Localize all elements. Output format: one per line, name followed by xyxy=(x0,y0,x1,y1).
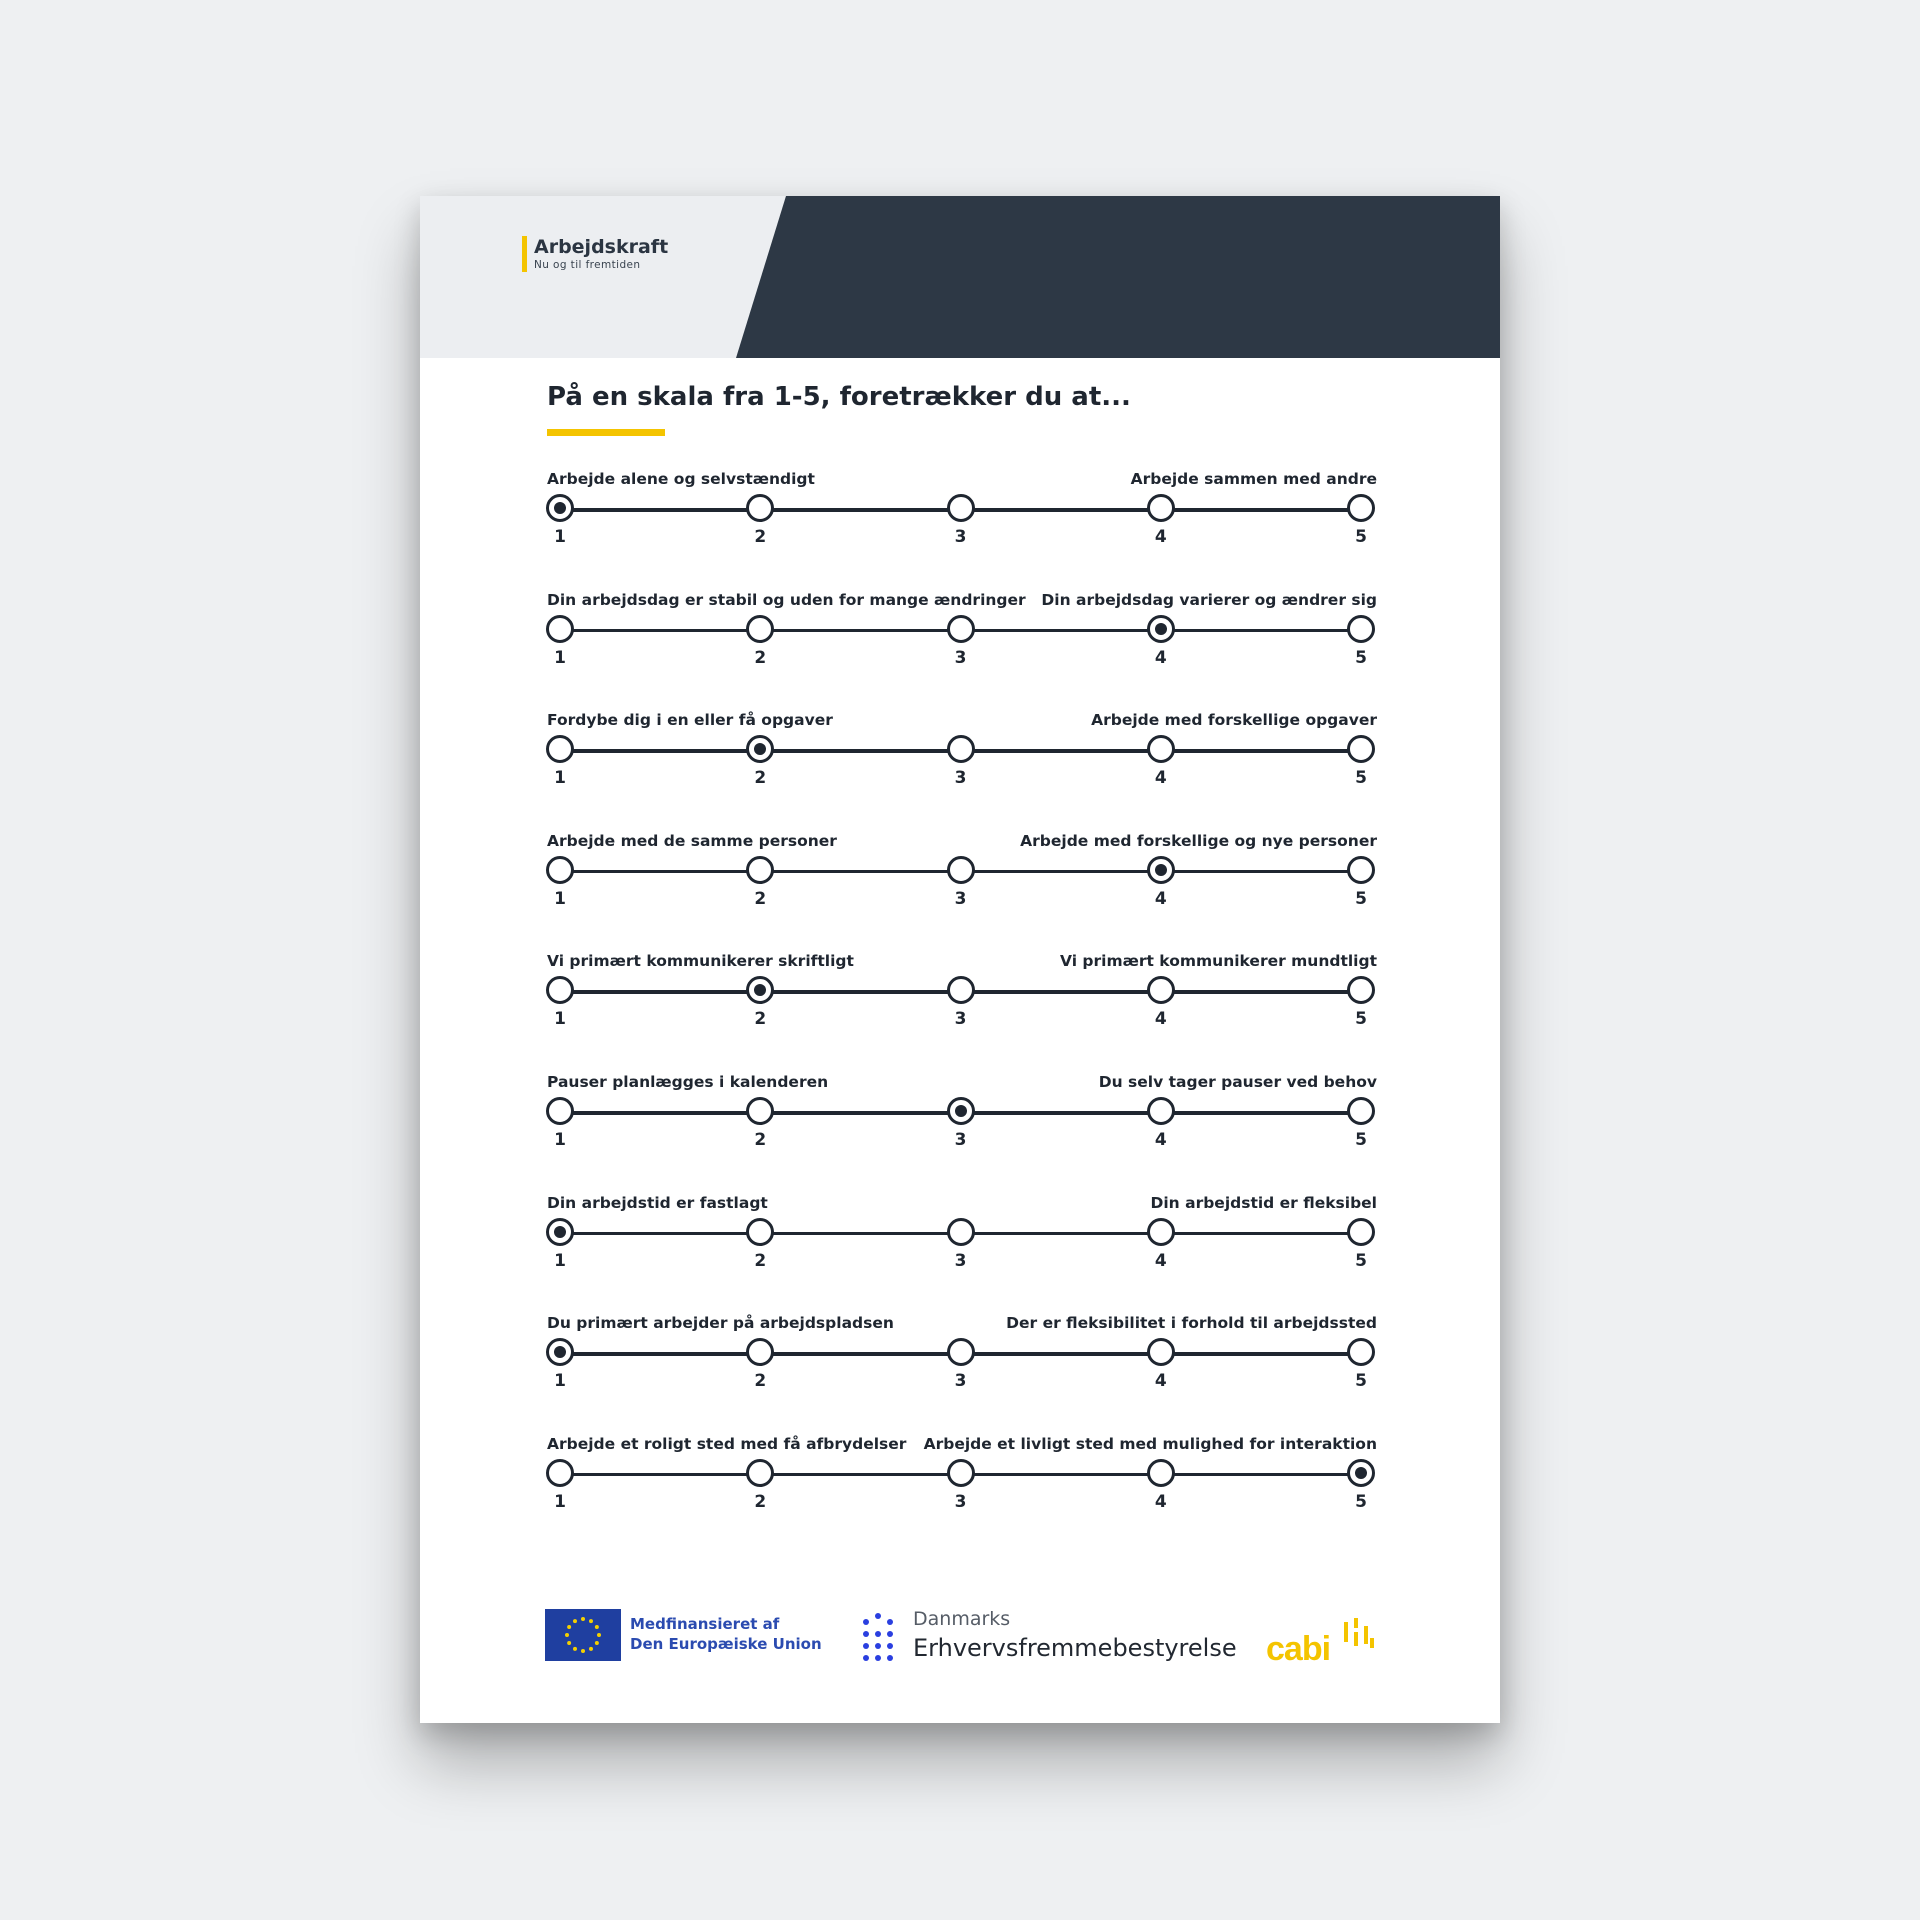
scale-number: 3 xyxy=(954,1009,967,1030)
scale-option-5[interactable] xyxy=(1347,1218,1375,1246)
scale-option-3[interactable] xyxy=(947,1218,975,1246)
page-title: På en skala fra 1-5, foretrækker du at... xyxy=(547,382,1131,412)
eu-star xyxy=(573,1647,577,1651)
scale-option-4[interactable] xyxy=(1147,976,1175,1004)
footer-logos xyxy=(420,1606,1500,1686)
scale-option-5[interactable] xyxy=(1347,856,1375,884)
scale-number: 3 xyxy=(954,1491,967,1512)
scale-number: 3 xyxy=(954,1130,967,1150)
scale-left-label: Arbejde alene og selvstændigt xyxy=(547,470,815,488)
scale-option-4-selected[interactable] xyxy=(1147,615,1175,643)
scale-option-1[interactable] xyxy=(546,976,574,1004)
scale-option-2[interactable] xyxy=(746,615,774,643)
scale-number: 5 xyxy=(1355,1491,1367,1512)
brand-logo xyxy=(522,236,668,272)
eu-cofinanced-text xyxy=(630,1614,822,1654)
scale-left-label: Pauser planlægges i kalenderen xyxy=(547,1073,829,1091)
eu-star xyxy=(581,1617,585,1621)
scale-option-5[interactable] xyxy=(1347,615,1375,643)
scale-right-label: Du selv tager pauser ved behov xyxy=(1098,1073,1377,1091)
scale-option-3[interactable] xyxy=(947,856,975,884)
scale-option-5[interactable] xyxy=(1347,735,1375,763)
eu-star xyxy=(597,1633,601,1637)
cabi-logo xyxy=(1266,1616,1376,1671)
scale-option-3[interactable] xyxy=(947,1459,975,1487)
scale-left-label: Fordybe dig i en eller få opgaver xyxy=(547,711,833,730)
scale-row xyxy=(547,1073,1377,1173)
dk-dots-icon xyxy=(860,1612,896,1664)
scale-number: 4 xyxy=(1154,1371,1167,1392)
eu-flag-icon xyxy=(545,1609,621,1661)
eu-line-2: Den Europæiske Union xyxy=(630,1635,822,1653)
scale-right-label: Din arbejdstid er fleksibel xyxy=(1150,1193,1377,1212)
scale-option-2[interactable] xyxy=(746,1459,774,1487)
scale-number: 1 xyxy=(554,527,566,547)
scale-option-1[interactable] xyxy=(546,1097,574,1125)
scale-right-label: Din arbejdsdag varierer og ændrer sig xyxy=(1041,590,1377,609)
scale-number: 5 xyxy=(1355,768,1367,789)
eu-line-1: Medfinansieret af xyxy=(630,1615,780,1633)
scale-number: 1 xyxy=(554,647,566,668)
scale-number: 4 xyxy=(1154,1009,1167,1030)
scale-number: 2 xyxy=(754,1371,767,1392)
scale-left-label: Vi primært kommunikerer skriftligt xyxy=(547,952,854,971)
scale-row xyxy=(547,1435,1377,1535)
scale-left-label: Din arbejdstid er fastlagt xyxy=(547,1193,768,1212)
scale-number: 4 xyxy=(1154,768,1167,789)
scale-option-2[interactable] xyxy=(746,856,774,884)
scale-right-label: Arbejde med forskellige og nye personer xyxy=(1020,831,1377,850)
scale-option-1-selected[interactable] xyxy=(546,1338,574,1366)
scale-option-4[interactable] xyxy=(1147,1097,1175,1125)
scale-right-label: Arbejde et livligt sted med mulighed for interaktion xyxy=(923,1434,1377,1453)
eu-star xyxy=(565,1633,569,1637)
scale-left-label: Arbejde et roligt sted med få afbrydelser xyxy=(547,1434,907,1453)
scale-number: 2 xyxy=(754,1491,767,1512)
scale-option-5[interactable] xyxy=(1347,1097,1375,1125)
scale-number: 5 xyxy=(1355,1250,1367,1271)
scale-number: 2 xyxy=(754,768,767,789)
scale-row xyxy=(547,591,1377,691)
scale-number: 3 xyxy=(954,768,967,789)
scale-option-5[interactable] xyxy=(1347,1338,1375,1366)
scale-number: 5 xyxy=(1355,888,1367,909)
scale-number: 1 xyxy=(554,1371,566,1392)
scale-row xyxy=(547,470,1377,570)
scale-option-1-selected[interactable] xyxy=(546,494,574,522)
scale-number: 4 xyxy=(1154,888,1167,909)
title-underline xyxy=(547,429,665,436)
scale-number: 1 xyxy=(554,1130,566,1150)
eu-star xyxy=(567,1641,571,1645)
scale-option-4[interactable] xyxy=(1147,1338,1175,1366)
scale-option-3[interactable] xyxy=(947,615,975,643)
scale-row xyxy=(547,952,1377,1052)
scale-number: 2 xyxy=(754,888,767,909)
scale-option-1[interactable] xyxy=(546,1459,574,1487)
scale-number: 3 xyxy=(954,647,967,668)
scale-number: 3 xyxy=(954,527,967,547)
eu-star xyxy=(589,1619,593,1623)
scale-option-5[interactable] xyxy=(1347,494,1375,522)
scale-option-3[interactable] xyxy=(947,1338,975,1366)
scale-number: 4 xyxy=(1154,1130,1167,1150)
scale-number: 2 xyxy=(754,1130,767,1150)
survey-sheet xyxy=(420,196,1500,1723)
scale-number: 5 xyxy=(1355,527,1367,547)
scale-right-label: Der er fleksibilitet i forhold til arbejdssted xyxy=(1006,1314,1377,1333)
brand-name: Arbejdskraft xyxy=(534,236,669,258)
eu-star xyxy=(595,1641,599,1645)
scale-number: 3 xyxy=(954,1371,967,1392)
scale-row xyxy=(547,1314,1377,1414)
scale-row xyxy=(547,1194,1377,1294)
scale-number: 1 xyxy=(554,1491,566,1512)
dk-line-2: Erhvervsfremmebestyrelse xyxy=(913,1634,1237,1662)
scale-number: 2 xyxy=(754,1250,767,1271)
scale-option-1[interactable] xyxy=(546,735,574,763)
scale-number: 1 xyxy=(554,768,566,789)
scale-option-4[interactable] xyxy=(1147,1459,1175,1487)
scale-option-3[interactable] xyxy=(947,494,975,522)
scale-left-label: Arbejde med de samme personer xyxy=(547,831,837,850)
scale-option-4[interactable] xyxy=(1147,735,1175,763)
header-dark-band xyxy=(420,196,1500,358)
eu-star xyxy=(573,1619,577,1623)
eu-star xyxy=(595,1625,599,1629)
scale-number: 4 xyxy=(1154,1491,1167,1512)
scale-option-2[interactable] xyxy=(746,1218,774,1246)
scale-number: 2 xyxy=(754,647,767,668)
scale-option-4[interactable] xyxy=(1147,1218,1175,1246)
scale-number: 1 xyxy=(554,1250,566,1271)
scale-number: 5 xyxy=(1355,1009,1367,1030)
scale-row xyxy=(547,832,1377,932)
scale-option-5-selected[interactable] xyxy=(1347,1459,1375,1487)
scale-number: 2 xyxy=(754,1009,767,1030)
scale-number: 3 xyxy=(954,888,967,909)
scale-option-3[interactable] xyxy=(947,976,975,1004)
scale-right-label: Arbejde med forskellige opgaver xyxy=(1091,711,1377,730)
scale-number: 5 xyxy=(1355,1130,1367,1150)
svg-text:cabi: cabi xyxy=(1266,1630,1331,1668)
scale-number: 5 xyxy=(1355,647,1367,668)
scale-right-label: Vi primært kommunikerer mundtligt xyxy=(1059,952,1377,971)
scale-option-2[interactable] xyxy=(746,1338,774,1366)
scale-number: 4 xyxy=(1154,527,1167,547)
brand-tagline: Nu og til fremtiden xyxy=(534,259,641,271)
scale-number: 4 xyxy=(1154,1250,1167,1271)
scale-option-4-selected[interactable] xyxy=(1147,856,1175,884)
scale-option-1[interactable] xyxy=(546,615,574,643)
scale-option-3-selected[interactable] xyxy=(947,1097,975,1125)
scale-option-2-selected[interactable] xyxy=(746,976,774,1004)
scale-left-label: Din arbejdsdag er stabil og uden for mange ændringer xyxy=(547,590,1026,609)
scale-option-5[interactable] xyxy=(1347,976,1375,1004)
scale-number: 1 xyxy=(554,1009,566,1030)
scale-option-3[interactable] xyxy=(947,735,975,763)
scale-right-label: Arbejde sammen med andre xyxy=(1130,470,1377,488)
scale-number: 1 xyxy=(554,888,566,909)
scale-number: 3 xyxy=(954,1250,967,1271)
scale-option-2[interactable] xyxy=(746,1097,774,1125)
eu-star xyxy=(589,1647,593,1651)
scale-number: 4 xyxy=(1154,647,1167,668)
scale-option-1[interactable] xyxy=(546,856,574,884)
scale-option-2-selected[interactable] xyxy=(746,735,774,763)
eu-star xyxy=(581,1649,585,1653)
scale-option-1-selected[interactable] xyxy=(546,1218,574,1246)
eu-star xyxy=(567,1625,571,1629)
scale-number: 5 xyxy=(1355,1371,1367,1392)
scale-left-label: Du primært arbejder på arbejdspladsen xyxy=(547,1314,894,1333)
scale-option-2[interactable] xyxy=(746,494,774,522)
scale-number: 2 xyxy=(754,527,767,547)
scale-row xyxy=(547,711,1377,811)
scale-option-4[interactable] xyxy=(1147,494,1175,522)
dk-line-1: Danmarks xyxy=(913,1608,1011,1630)
